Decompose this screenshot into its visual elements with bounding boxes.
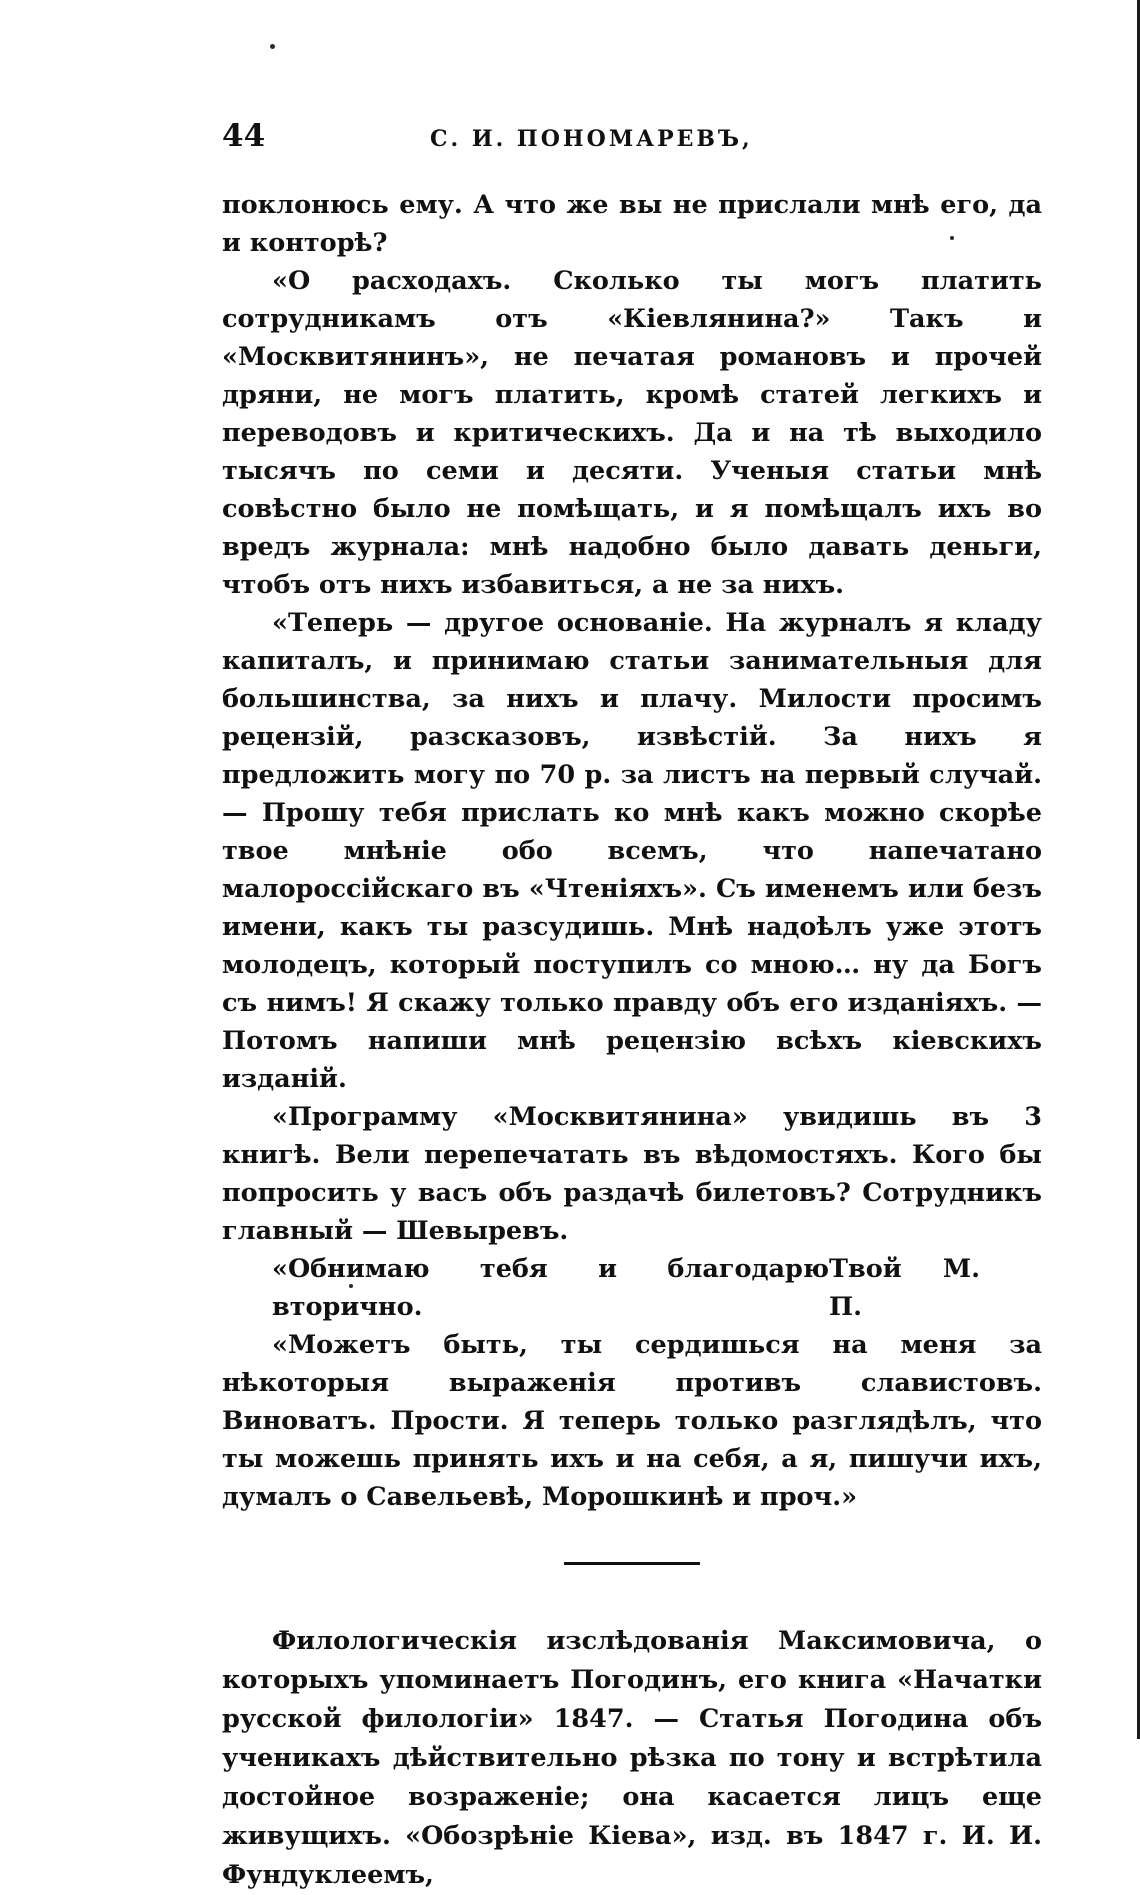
main-text — [222, 186, 1042, 1895]
running-head: С. И. ПОНОМАРЕВЪ, — [430, 126, 753, 152]
footnote: Филологическія изслѣдованія Максимовича, о которыхъ упоминаетъ Погодинъ, его книга «Начатки русской филологіи» 1847. — Статья Погодина объ ученикахъ дѣйствительно рѣзка по тону и встрѣтила достойное возраженіе; она касается лицъ еще живущихъ. «Обозрѣніе Кіева», изд. въ 1847 г. И. И. Фундуклеемъ, — [222, 1626, 1042, 1890]
paragraph: «Теперь — другое основаніе. На журналъ я кладу капиталъ, и принимаю статьи занимательныя для большинства, за нихъ и плачу. Милости просимъ рецензій, разсказовъ, извѣстій. За нихъ я предложить могу по 70 р. за листъ на первый случай. — Прошу тебя прислать ко мнѣ какъ можно скорѣе твое мнѣніе обо всемъ, что напечатано малороссійскаго въ «Чтеніяхъ». Съ именемъ или безъ имени, какъ ты разсудишь. Мнѣ надоѣлъ уже этотъ молодецъ, который поступилъ со мною… ну да Богъ съ нимъ! Я скажу только правду объ его изданіяхъ. — Потомъ напиши мнѣ рецензію всѣхъ кіевскихъ изданій. — [222, 608, 1042, 1094]
section-separator — [564, 1562, 700, 1565]
page-number: 44 — [222, 118, 266, 154]
paragraph: «О расходахъ. Сколько ты могъ платить сотрудникамъ отъ «Кіевлянина?» Такъ и «Москвитянинъ», не печатая романовъ и прочей дряни, не могъ платить, кромѣ статей легкихъ и переводовъ и критическихъ. Да и на тѣ выходило тысячъ по семи и десяти. Ученыя статьи мнѣ совѣстно было не помѣщать, и я помѣщалъ ихъ во вредъ журнала: мнѣ надобно было давать деньги, чтобъ отъ нихъ избавиться, а не за нихъ. — [222, 266, 1042, 600]
scan-speck — [270, 44, 275, 49]
paragraph: «Программу «Москвитянина» увидишь въ 3 книгѣ. Вели перепечатать въ вѣдомостяхъ. Кого бы попросить у васъ объ раздачѣ билетовъ? Сотрудникъ главный — Шевыревъ. — [222, 1102, 1042, 1246]
signature: Твой М. П. — [829, 1254, 980, 1322]
closing-text: «Обнимаю тебя и благодарю вторично. — [272, 1254, 830, 1322]
paragraph: поклонюсь ему. А что же вы не прислали мнѣ его, да и конторѣ? — [222, 190, 1042, 258]
closing-line — [222, 1250, 1042, 1326]
postscript: «Можетъ быть, ты сердишься на меня за нѣкоторыя выраженія противъ славистовъ. Виноватъ. Прости. Я теперь только разглядѣлъ, что ты можешь принять ихъ и на себя, а я, пишучи ихъ, думалъ о Савельевѣ, Морошкинѣ и проч.» — [222, 1330, 1042, 1512]
